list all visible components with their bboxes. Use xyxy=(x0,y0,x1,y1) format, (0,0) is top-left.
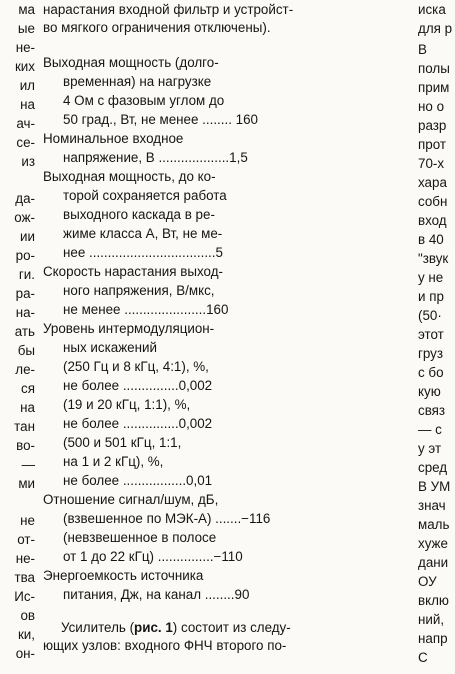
left-text-fragment: на xyxy=(20,97,35,112)
spec-line: Номинальное входное xyxy=(43,131,184,146)
spec-line: не более ...............0,002 xyxy=(63,378,213,393)
spec-line: (взвешенное по МЭК-А) .......−116 xyxy=(63,511,271,526)
left-text-fragment: ые xyxy=(17,21,35,36)
spec-line: (250 Гц и 8 кГц, 4:1), %, xyxy=(63,359,209,374)
right-text-fragment: вклю xyxy=(418,593,449,608)
spec-line: жиме класса А, Вт, не ме- xyxy=(63,226,223,241)
right-text-fragment: хара xyxy=(418,175,447,190)
spec-line: не более .................0,01 xyxy=(63,473,213,488)
right-text-fragment: и пр xyxy=(418,289,444,304)
right-text-fragment: ний, xyxy=(418,612,445,627)
left-text-fragment: се- xyxy=(16,135,35,150)
spec-line: 4 Ом с фазовым углом до xyxy=(63,93,225,108)
left-text-fragment: ож- xyxy=(14,210,35,225)
left-text-fragment: не xyxy=(20,513,35,528)
right-text-fragment: В xyxy=(418,42,427,57)
spec-line: Выходная мощность (долго- xyxy=(43,55,219,70)
left-column-fragment xyxy=(0,0,37,674)
left-text-fragment: ких xyxy=(14,59,35,74)
left-text-fragment: ра- xyxy=(15,286,35,301)
left-text-fragment: из xyxy=(21,154,35,169)
right-text-fragment: полы xyxy=(418,61,450,76)
left-text-fragment: от- xyxy=(17,532,35,547)
spec-line: не более ...............0,002 xyxy=(63,416,213,431)
right-column-fragment xyxy=(416,0,455,674)
spec-line: 50 град., Вт, не менее ........ 160 xyxy=(63,112,258,127)
spec-line: напряжение, В ...................1,5 xyxy=(63,150,248,165)
left-text-fragment: тан xyxy=(14,419,35,434)
spec-line: Отношение сигнал/шум, дБ, xyxy=(43,492,219,507)
spec-line: не менее ......................160 xyxy=(63,302,229,317)
right-text-fragment: для р xyxy=(418,21,453,36)
left-text-fragment: ов xyxy=(20,608,35,623)
left-text-fragment: да- xyxy=(15,191,35,206)
right-text-fragment: в 40 xyxy=(418,232,444,247)
left-text-fragment: не- xyxy=(15,40,35,55)
left-text-fragment: он- xyxy=(15,646,35,661)
spec-line: от 1 до 22 кГц) ...............−110 xyxy=(63,549,243,564)
left-text-fragment: ил xyxy=(19,78,35,93)
left-text-fragment: во- xyxy=(16,438,35,453)
spec-line: временная) на нагрузке xyxy=(63,74,212,89)
right-text-fragment: хуже xyxy=(418,536,448,551)
left-text-fragment: ать xyxy=(14,324,35,339)
right-text-fragment: дани xyxy=(418,555,449,570)
spec-line: Энергоемкость источника xyxy=(43,568,204,583)
spec-line: на 1 и 2 кГц), %, xyxy=(63,454,164,469)
main-column xyxy=(43,0,415,674)
right-text-fragment: маль xyxy=(418,517,450,532)
right-text-fragment: 70-х xyxy=(418,156,445,171)
right-text-fragment: прим xyxy=(418,80,450,95)
left-text-fragment: ро- xyxy=(15,248,35,263)
right-text-fragment: с бо xyxy=(418,365,444,380)
spec-line: Уровень интермодуляцион- xyxy=(43,321,215,336)
spec-line: (500 и 501 кГц, 1:1, xyxy=(63,435,182,450)
right-text-fragment: разр xyxy=(418,118,447,133)
left-text-fragment: ся xyxy=(21,381,35,396)
spec-line: (невзвешенное в полосе xyxy=(63,530,217,545)
right-text-fragment: сред xyxy=(418,460,448,475)
spec-line: нее ..................................5 xyxy=(63,245,223,260)
body-paragraph-line: Усилитель (рис. 1) состоит из следу- xyxy=(61,620,291,635)
left-text-fragment: — xyxy=(21,457,35,472)
spec-line: Выходная мощность, до ко- xyxy=(43,169,216,184)
left-text-fragment: не- xyxy=(15,551,35,566)
spec-line: Скорость нарастания выход- xyxy=(43,264,223,279)
right-text-fragment: у не xyxy=(418,270,444,285)
right-text-fragment: ОУ xyxy=(418,574,437,589)
left-text-fragment: ми xyxy=(18,476,35,491)
right-text-fragment: вход xyxy=(418,213,447,228)
left-text-fragment: ии xyxy=(20,229,35,244)
spec-line: (19 и 20 кГц, 1:1), %, xyxy=(63,397,191,412)
right-text-fragment: С xyxy=(418,650,428,665)
left-text-fragment: Ис- xyxy=(14,589,35,604)
left-text-fragment: ги. xyxy=(18,267,35,282)
left-text-fragment: на- xyxy=(15,305,35,320)
spec-line: ных искажений xyxy=(63,340,157,355)
intro-line: нарастания входной фильтр и устройст- xyxy=(43,2,294,17)
left-text-fragment: ки, xyxy=(17,627,35,642)
right-text-fragment: у эт xyxy=(418,441,442,456)
right-text-fragment: собн xyxy=(418,194,448,209)
left-text-fragment: ма xyxy=(18,2,35,17)
spec-line: выходного каскада в ре- xyxy=(63,207,215,222)
right-text-fragment: знач xyxy=(418,498,446,513)
right-text-fragment: — с xyxy=(418,422,442,437)
right-text-fragment: связ xyxy=(418,403,446,418)
left-text-fragment: на xyxy=(20,400,35,415)
right-text-fragment: груз xyxy=(418,346,444,361)
right-text-fragment: В УМ xyxy=(418,479,451,494)
right-text-fragment: прот xyxy=(418,137,446,152)
right-text-fragment: "звук xyxy=(418,251,449,266)
spec-line: питания, Дж, на канал ........90 xyxy=(63,587,250,602)
right-text-fragment: но о xyxy=(418,99,445,114)
spec-line: ного напряжения, В/мкс, xyxy=(63,283,215,298)
body-paragraph-line: ющих узлов: входного ФНЧ второго по- xyxy=(43,638,287,653)
left-text-fragment: ле- xyxy=(15,362,35,377)
spec-line: торой сохраняется работа xyxy=(63,188,227,203)
left-text-fragment: бы xyxy=(17,343,35,358)
intro-line: во мягкого ограничения отключены). xyxy=(43,20,271,35)
right-text-fragment: (50· xyxy=(418,308,442,323)
right-text-fragment: этот xyxy=(418,327,444,342)
left-text-fragment: ач- xyxy=(16,116,35,131)
figure-reference: рис. 1 xyxy=(134,620,173,635)
right-text-fragment: иска xyxy=(418,2,446,17)
left-text-fragment: тва xyxy=(14,570,35,585)
right-text-fragment: напр xyxy=(418,631,448,646)
right-text-fragment: кую xyxy=(418,384,441,399)
